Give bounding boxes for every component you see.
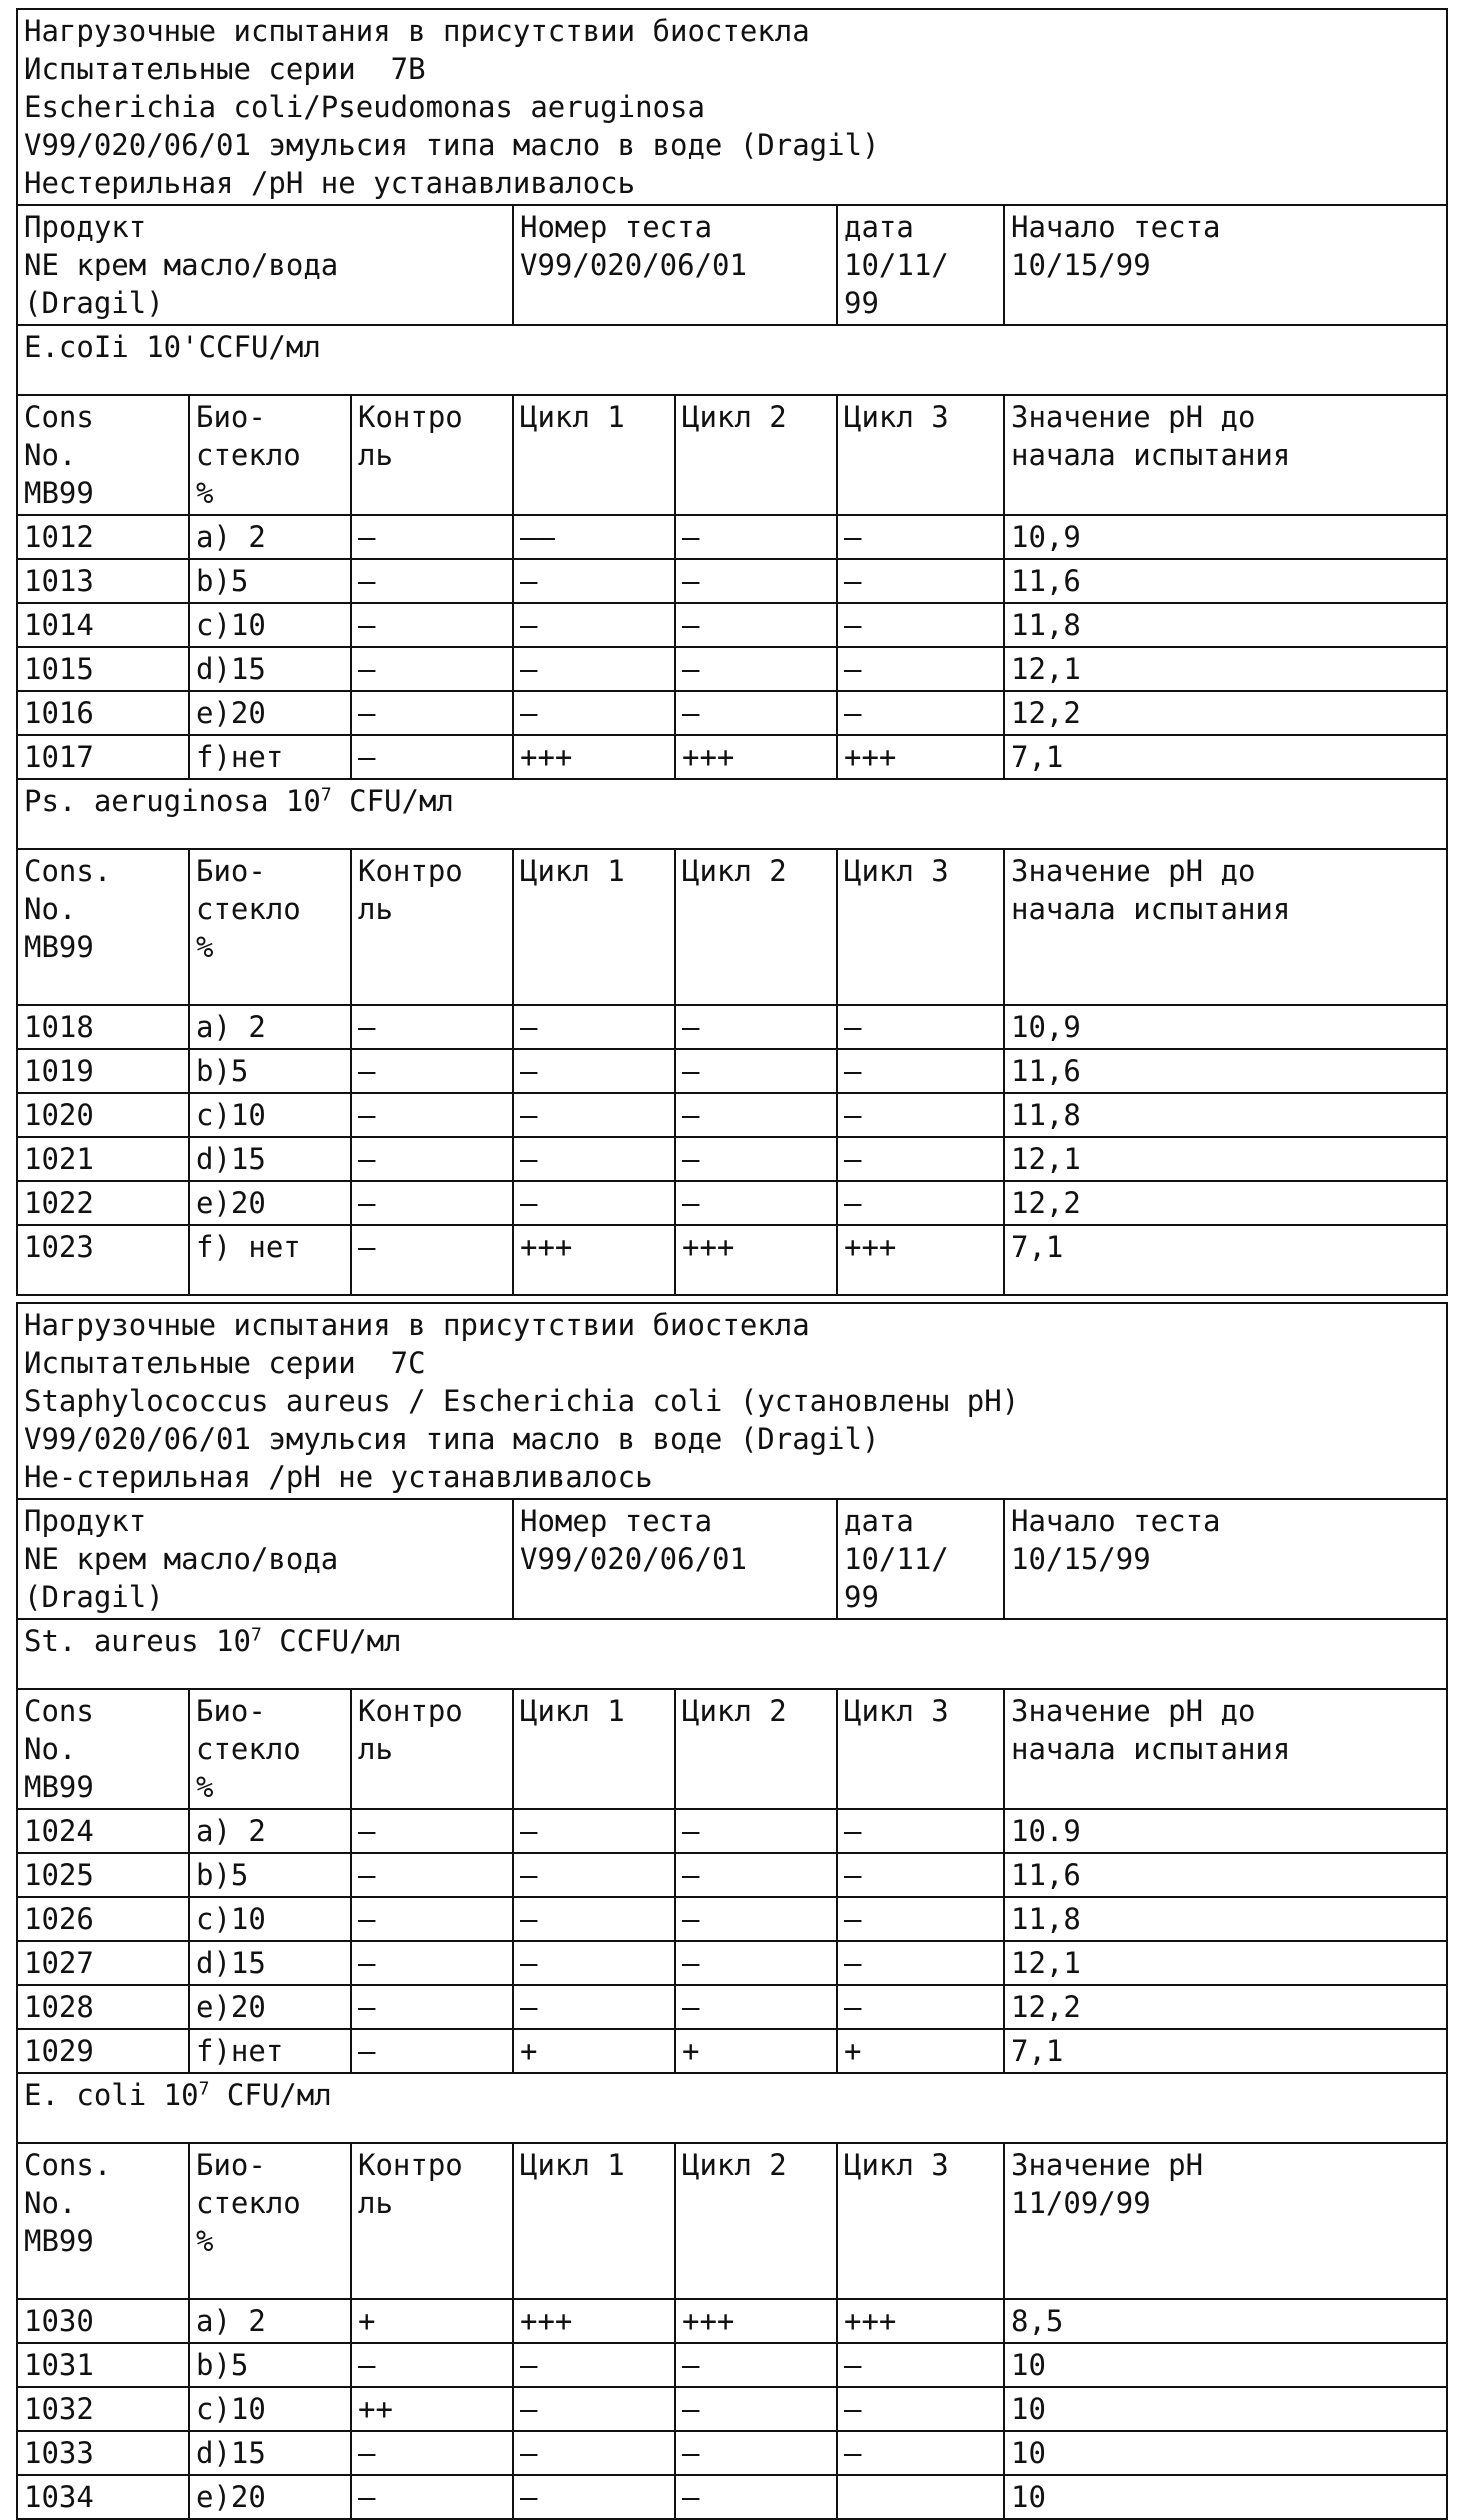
cell: c)10 xyxy=(189,1897,351,1941)
cell: 1016 xyxy=(17,691,189,735)
cell: 1024 xyxy=(17,1809,189,1853)
cell: 1025 xyxy=(17,1853,189,1897)
col-header: Цикл 1 xyxy=(513,2143,675,2299)
cell: – xyxy=(351,1853,513,1897)
cell: – xyxy=(837,1181,1004,1225)
date-cell: дата 10/11/ 99 xyxy=(837,205,1004,325)
cell: – xyxy=(351,1181,513,1225)
table-row xyxy=(17,1049,1447,1093)
cell: 1021 xyxy=(17,1137,189,1181)
cell: – xyxy=(351,2431,513,2475)
cell: 7,1 xyxy=(1004,735,1447,779)
table-row xyxy=(17,1897,1447,1941)
cell: – xyxy=(675,515,837,559)
cell: 1030 xyxy=(17,2299,189,2343)
cell: b)5 xyxy=(189,2343,351,2387)
cell: +++ xyxy=(837,735,1004,779)
cell: – xyxy=(513,1853,675,1897)
cell: + xyxy=(513,2029,675,2073)
header-line: Нестерильная /pH не устанавливалось xyxy=(24,166,636,200)
col-header: Контро ль xyxy=(351,849,513,1005)
organism-unit: CFU/мл xyxy=(209,2078,332,2112)
col-header: Значение pH 11/09/99 xyxy=(1004,2143,1447,2299)
header-line: Escherichia coli/Pseudomonas aeruginosa xyxy=(24,90,705,124)
col-header: Цикл 1 xyxy=(513,1689,675,1809)
cell: – xyxy=(351,1941,513,1985)
cell: – xyxy=(351,1005,513,1049)
cell: f)нет xyxy=(189,2029,351,2073)
table-row xyxy=(17,647,1447,691)
cell: a) 2 xyxy=(189,1809,351,1853)
col-header: Цикл 1 xyxy=(513,849,675,1005)
column-header-row xyxy=(17,2143,1447,2299)
cell: – xyxy=(837,515,1004,559)
cell: c)10 xyxy=(189,603,351,647)
col-header: Cons. No. MB99 xyxy=(17,2143,189,2299)
cell: a) 2 xyxy=(189,2299,351,2343)
test-table-7c xyxy=(16,1302,1448,2520)
cell: b)5 xyxy=(189,559,351,603)
header-line: Испытательные серии 7B xyxy=(24,52,426,86)
column-header-row xyxy=(17,395,1447,515)
cell: – xyxy=(513,1809,675,1853)
test-number-cell: Номер теста V99/020/06/01 xyxy=(513,205,837,325)
cell: – xyxy=(675,1941,837,1985)
cell: +++ xyxy=(675,735,837,779)
table-header xyxy=(17,9,1447,205)
cell: +++ xyxy=(675,1225,837,1295)
cell: – xyxy=(351,691,513,735)
col-header: Cons No. MB99 xyxy=(17,1689,189,1809)
organism-name: St. aureus 10 xyxy=(24,1624,251,1658)
cell: –– xyxy=(513,515,675,559)
cell: c)10 xyxy=(189,1093,351,1137)
header-line: V99/020/06/01 эмульсия типа масло в воде (Dragil) xyxy=(24,1422,880,1456)
table-row xyxy=(17,691,1447,735)
cell: – xyxy=(675,2431,837,2475)
cell: – xyxy=(675,691,837,735)
cell: a) 2 xyxy=(189,515,351,559)
cell: – xyxy=(351,1897,513,1941)
cell: – xyxy=(837,1049,1004,1093)
cell: – xyxy=(675,1049,837,1093)
cell: a) 2 xyxy=(189,1005,351,1049)
cell: – xyxy=(837,2431,1004,2475)
table-row xyxy=(17,559,1447,603)
organism-unit: CCFU/мл xyxy=(261,1624,402,1658)
cell: – xyxy=(837,1853,1004,1897)
cell: – xyxy=(675,1853,837,1897)
col-header: Био- стекло % xyxy=(189,849,351,1005)
cell: 7,1 xyxy=(1004,1225,1447,1295)
cell: 10.9 xyxy=(1004,1809,1447,1853)
cell: – xyxy=(351,515,513,559)
table-row xyxy=(17,1809,1447,1853)
cell: – xyxy=(675,1809,837,1853)
date-cell: дата 10/11/ 99 xyxy=(837,1499,1004,1619)
organism-heading xyxy=(17,779,1447,849)
cell: – xyxy=(675,2387,837,2431)
table-row xyxy=(17,1853,1447,1897)
col-header: Био- стекло % xyxy=(189,395,351,515)
cell: 1031 xyxy=(17,2343,189,2387)
cell: 1017 xyxy=(17,735,189,779)
header-line: Staphylococcus aureus / Escherichia coli (установлены pH) xyxy=(24,1384,1020,1418)
column-header-row xyxy=(17,849,1447,1005)
col-header: Цикл 2 xyxy=(675,2143,837,2299)
table-row xyxy=(17,2387,1447,2431)
cell: 1027 xyxy=(17,1941,189,1985)
col-header: Цикл 2 xyxy=(675,395,837,515)
cell: – xyxy=(351,2029,513,2073)
table-row xyxy=(17,2299,1447,2343)
start-date-cell: Начало теста 10/15/99 xyxy=(1004,205,1447,325)
cell: 11,6 xyxy=(1004,559,1447,603)
col-header: Цикл 2 xyxy=(675,1689,837,1809)
cell: – xyxy=(675,1181,837,1225)
cell: – xyxy=(837,2387,1004,2431)
cell: +++ xyxy=(837,1225,1004,1295)
cell: 1032 xyxy=(17,2387,189,2431)
cell: – xyxy=(837,1897,1004,1941)
cell: ++ xyxy=(351,2387,513,2431)
cell: – xyxy=(675,647,837,691)
table-header xyxy=(17,1303,1447,1499)
col-header: Контро ль xyxy=(351,2143,513,2299)
cell: – xyxy=(675,603,837,647)
organism-heading xyxy=(17,2073,1447,2143)
cell: – xyxy=(351,603,513,647)
cell: – xyxy=(837,1137,1004,1181)
cell: – xyxy=(351,647,513,691)
cell: + xyxy=(675,2029,837,2073)
cell: – xyxy=(351,1137,513,1181)
cell: – xyxy=(513,2343,675,2387)
cell: – xyxy=(837,2343,1004,2387)
table-row xyxy=(17,1137,1447,1181)
cell: + xyxy=(837,2029,1004,2073)
header-line: Нагрузочные испытания в присутствии биостекла xyxy=(24,1308,810,1342)
cell: – xyxy=(513,1137,675,1181)
exponent: 7 xyxy=(198,2078,210,2100)
cell: 1034 xyxy=(17,2475,189,2519)
col-header: Cons No. MB99 xyxy=(17,395,189,515)
col-header: Контро ль xyxy=(351,1689,513,1809)
cell: 12,2 xyxy=(1004,1985,1447,2029)
cell: – xyxy=(513,1181,675,1225)
cell: – xyxy=(513,2387,675,2431)
cell: 12,1 xyxy=(1004,647,1447,691)
cell: – xyxy=(837,603,1004,647)
cell: d)15 xyxy=(189,647,351,691)
cell: d)15 xyxy=(189,2431,351,2475)
column-header-row xyxy=(17,1689,1447,1809)
cell: e)20 xyxy=(189,1181,351,1225)
cell: 10 xyxy=(1004,2343,1447,2387)
organism-name: Ps. aeruginosa 10 xyxy=(24,784,321,818)
header-line: V99/020/06/01 эмульсия типа масло в воде (Dragil) xyxy=(24,128,880,162)
cell: – xyxy=(351,1049,513,1093)
cell: – xyxy=(675,2343,837,2387)
cell: f) нет xyxy=(189,1225,351,1295)
cell: b)5 xyxy=(189,1853,351,1897)
cell: – xyxy=(513,559,675,603)
cell: – xyxy=(513,1049,675,1093)
cell: 10 xyxy=(1004,2387,1447,2431)
cell: – xyxy=(675,1093,837,1137)
cell: – xyxy=(513,1897,675,1941)
cell: – xyxy=(513,1941,675,1985)
cell: d)15 xyxy=(189,1137,351,1181)
header-line: Испытательные серии 7C xyxy=(24,1346,426,1380)
cell: +++ xyxy=(675,2299,837,2343)
cell: e)20 xyxy=(189,691,351,735)
cell: – xyxy=(675,1005,837,1049)
cell: – xyxy=(513,2475,675,2519)
organism-unit: CFU/мл xyxy=(331,784,454,818)
table-row xyxy=(17,515,1447,559)
cell: 11,8 xyxy=(1004,1897,1447,1941)
table-row xyxy=(17,2343,1447,2387)
cell: – xyxy=(513,1985,675,2029)
table-row xyxy=(17,603,1447,647)
cell: 12,1 xyxy=(1004,1137,1447,1181)
col-header: Контро ль xyxy=(351,395,513,515)
cell: e)20 xyxy=(189,1985,351,2029)
cell: – xyxy=(675,1897,837,1941)
cell: +++ xyxy=(513,1225,675,1295)
cell: – xyxy=(513,691,675,735)
col-header: Цикл 3 xyxy=(837,849,1004,1005)
cell: 11,6 xyxy=(1004,1853,1447,1897)
cell: +++ xyxy=(513,2299,675,2343)
table-row xyxy=(17,1225,1447,1295)
cell: – xyxy=(513,1093,675,1137)
cell: +++ xyxy=(837,2299,1004,2343)
cell: – xyxy=(837,1809,1004,1853)
table-row xyxy=(17,1005,1447,1049)
col-header: Значение pH до начала испытания xyxy=(1004,395,1447,515)
cell: – xyxy=(675,2475,837,2519)
col-header: Био- стекло % xyxy=(189,2143,351,2299)
cell: 1019 xyxy=(17,1049,189,1093)
exponent: 7 xyxy=(320,784,332,806)
col-header: Cons. No. MB99 xyxy=(17,849,189,1005)
organism-heading xyxy=(17,1619,1447,1689)
organism-heading: E.coIi 10'CCFU/мл xyxy=(17,325,1447,395)
product-cell: Продукт NE крем масло/вода (Dragil) xyxy=(17,1499,513,1619)
cell: – xyxy=(513,603,675,647)
cell xyxy=(837,2475,1004,2519)
cell: 1023 xyxy=(17,1225,189,1295)
cell: – xyxy=(513,2431,675,2475)
cell: 1013 xyxy=(17,559,189,603)
table-row xyxy=(17,1181,1447,1225)
cell: 12,1 xyxy=(1004,1941,1447,1985)
cell: 11,8 xyxy=(1004,1093,1447,1137)
cell: – xyxy=(351,1225,513,1295)
cell: – xyxy=(513,647,675,691)
cell: 12,2 xyxy=(1004,1181,1447,1225)
table-row xyxy=(17,1093,1447,1137)
cell: – xyxy=(837,1941,1004,1985)
cell: 1026 xyxy=(17,1897,189,1941)
table-row xyxy=(17,1941,1447,1985)
table-row xyxy=(17,2475,1447,2519)
organism-name: E. coli 10 xyxy=(24,2078,199,2112)
cell: – xyxy=(837,647,1004,691)
cell: 1020 xyxy=(17,1093,189,1137)
col-header: Цикл 3 xyxy=(837,395,1004,515)
col-header: Био- стекло % xyxy=(189,1689,351,1809)
test-table-7b xyxy=(16,8,1448,1296)
cell: – xyxy=(351,559,513,603)
cell: – xyxy=(837,559,1004,603)
cell: 8,5 xyxy=(1004,2299,1447,2343)
cell: 10 xyxy=(1004,2431,1447,2475)
cell: 11,6 xyxy=(1004,1049,1447,1093)
start-date-cell: Начало теста 10/15/99 xyxy=(1004,1499,1447,1619)
cell: 11,8 xyxy=(1004,603,1447,647)
cell: – xyxy=(837,1005,1004,1049)
cell: – xyxy=(675,1985,837,2029)
cell: 10 xyxy=(1004,2475,1447,2519)
cell: e)20 xyxy=(189,2475,351,2519)
cell: 1018 xyxy=(17,1005,189,1049)
product-cell: Продукт NE крем масло/вода (Dragil) xyxy=(17,205,513,325)
test-number-cell: Номер теста V99/020/06/01 xyxy=(513,1499,837,1619)
cell: – xyxy=(351,2343,513,2387)
cell: 1028 xyxy=(17,1985,189,2029)
col-header: Цикл 3 xyxy=(837,1689,1004,1809)
cell: 10,9 xyxy=(1004,1005,1447,1049)
cell: 12,2 xyxy=(1004,691,1447,735)
cell: – xyxy=(351,2475,513,2519)
col-header: Цикл 3 xyxy=(837,2143,1004,2299)
cell: – xyxy=(351,1985,513,2029)
cell: – xyxy=(351,1809,513,1853)
cell: 1033 xyxy=(17,2431,189,2475)
cell: – xyxy=(837,1093,1004,1137)
exponent: 7 xyxy=(250,1624,262,1646)
cell: 10,9 xyxy=(1004,515,1447,559)
cell: d)15 xyxy=(189,1941,351,1985)
cell: 1029 xyxy=(17,2029,189,2073)
header-line: Не-стерильная /pH не устанавливалось xyxy=(24,1460,653,1494)
cell: 1022 xyxy=(17,1181,189,1225)
table-row xyxy=(17,1985,1447,2029)
cell: +++ xyxy=(513,735,675,779)
cell: f)нет xyxy=(189,735,351,779)
cell: – xyxy=(837,691,1004,735)
cell: – xyxy=(351,735,513,779)
cell: 1012 xyxy=(17,515,189,559)
cell: – xyxy=(837,1985,1004,2029)
col-header: Цикл 2 xyxy=(675,849,837,1005)
cell: c)10 xyxy=(189,2387,351,2431)
table-row xyxy=(17,2029,1447,2073)
cell: 1014 xyxy=(17,603,189,647)
cell: – xyxy=(675,559,837,603)
cell: – xyxy=(351,1093,513,1137)
col-header: Значение pH до начала испытания xyxy=(1004,1689,1447,1809)
cell: – xyxy=(675,1137,837,1181)
cell: – xyxy=(513,1005,675,1049)
col-header: Значение pH до начала испытания xyxy=(1004,849,1447,1005)
col-header: Цикл 1 xyxy=(513,395,675,515)
table-row xyxy=(17,735,1447,779)
header-line: Нагрузочные испытания в присутствии биостекла xyxy=(24,14,810,48)
cell: b)5 xyxy=(189,1049,351,1093)
table-row xyxy=(17,2431,1447,2475)
cell: + xyxy=(351,2299,513,2343)
cell: 7,1 xyxy=(1004,2029,1447,2073)
cell: 1015 xyxy=(17,647,189,691)
